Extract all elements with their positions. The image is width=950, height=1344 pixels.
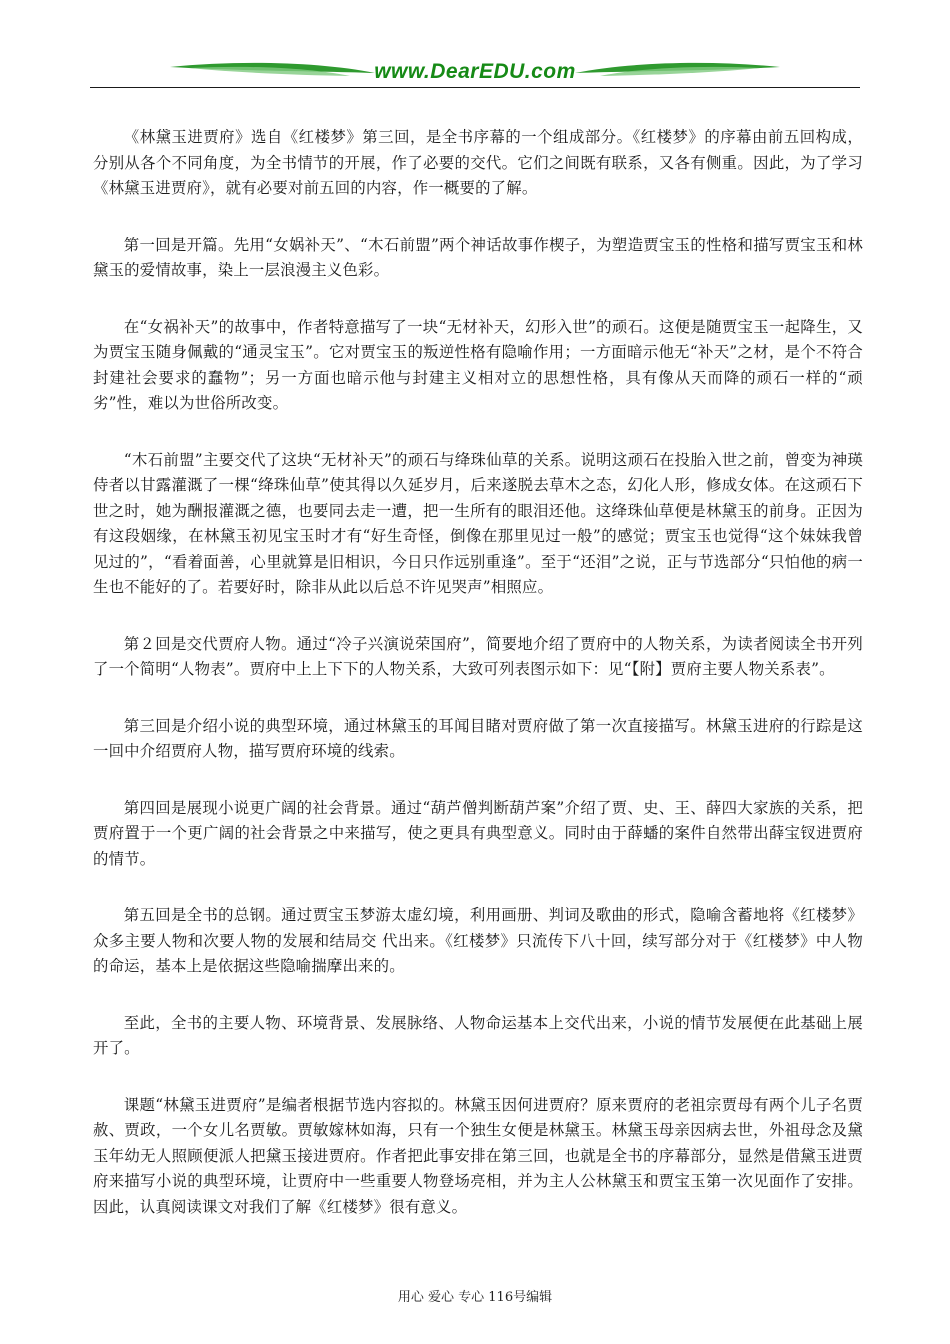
paragraph-chapter-one: 第一回是开篇。先用“女娲补天”、“木石前盟”两个神话故事作楔子，为塑造贾宝玉的性格和描写贾宝玉和林黛玉的爱情故事，染上一层浪漫主义色彩。 [93,235,863,279]
paragraph-intro: 《林黛玉进贾府》选自《红楼梦》第三回，是全书序幕的一个组成部分。《红楼梦》的序幕由前五回构成，分别从各个不同角度，为全书情节的开展，作了必要的交代。它们之间既有联系，又各有侧重。因此，为了学习《林黛玉进贾府》，就有必要对前五回的内容，作一概要的了解。 [93,128,863,197]
paragraph-chapter-two: 第２回是交代贾府人物。通过“冷子兴演说荣国府”，简要地介绍了贾府中的人物关系，为读者阅读全书开列了一个简明“人物表”。贾府中上上下下的人物关系，大致可列表图示如下：见“【附】贾府主要人物关系表”。 [93,634,863,678]
paragraph-mushi-qianmeng: “木石前盟”主要交代了这块“无材补天”的顽石与绛珠仙草的关系。说明这顽石在投胎入世之前，曾变为神瑛侍者以甘露灌溉了一棵“绛珠仙草”使其得以久延岁月，后来遂脱去草木之态，幻化人形，修成女体。在这顽石下世之时，她为酬报灌溉之德，也要同去走一遭，把一生所有的眼泪还他。这绛珠仙草便是林黛玉的前身。正因为有这段姻缘，在林黛玉初见宝玉时才有“好生奇怪，倒像在那里见过一般”的感觉；贾宝玉也觉得“这个妹妹我曾见过的”，“看着面善，心里就算是旧相识，今日只作远别重逢”。至于“还泪”之说，正与节选部分“只怕他的病一生也不能好的了。若要好时，除非从此以后总不许见哭声”相照应。 [93,450,863,596]
header-divider [90,87,860,88]
site-logo-text: www.DearEDU.com [374,60,576,83]
document-body [93,125,863,1251]
paragraph-title-explanation: 课题“林黛玉进贾府”是编者根据节选内容拟的。林黛玉因何进贾府？原来贾府的老祖宗贾母有两个儿子名贾赦、贾政，一个女儿名贾敏。贾敏嫁林如海，只有一个独生女便是林黛玉。林黛玉母亲因病去世，外祖母念及黛玉年幼无人照顾便派人把黛玉接进贾府。作者把此事安排在第三回，也就是全书的序幕部分，显然是借黛玉进贾府来描写小说的典型环境，让贾府中一些重要人物登场亮相，并为主人公林黛玉和贾宝玉第一次见面作了安排。因此，认真阅读课文对我们了解《红楼梦》很有意义。 [93,1095,863,1216]
paragraph-summary: 至此，全书的主要人物、环境背景、发展脉络、人物命运基本上交代出来，小说的情节发展便在此基础上展开了。 [93,1013,863,1057]
paragraph-chapter-four: 第四回是展现小说更广阔的社会背景。通过“葫芦僧判断葫芦案”介绍了贾、史、王、薛四大家族的关系，把贾府置于一个更广阔的社会背景之中来描写，使之更具有典型意义。同时由于薛蟠的案件自然带出薛宝钗进贾府的情节。 [93,798,863,868]
paragraph-stone: 在“女祸补天”的故事中，作者特意描写了一块“无材补天，幻形入世”的顽石。这便是随贾宝玉一起降生，又为贾宝玉随身佩戴的“通灵宝玉”。它对贾宝玉的叛逆性格有隐喻作用；一方面暗示他无“补天”之材，是个不符合封建社会要求的蠢物”；另一方面也暗示他与封建主义相对立的思想性格，具有像从天而降的顽石一样的“顽劣”性，难以为世俗所改变。 [93,317,863,412]
paragraph-chapter-five: 第五回是全书的总钢。通过贾宝玉梦游太虚幻境，利用画册、判词及歌曲的形式，隐喻含蓄地将《红楼梦》众多主要人物和次要人物的发展和结局交 代出来。《红楼梦》只流传下八十回，续写部分对于《红楼梦》中人物的命运，基本上是依据这些隐喻揣摩出来的。 [93,906,863,975]
page-header [90,56,860,92]
paragraph-chapter-three: 第三回是介绍小说的典型环境，通过林黛玉的耳闻目睹对贾府做了第一次直接描写。林黛玉进府的行踪是这一回中介绍贾府人物，描写贾府环境的线索。 [93,716,863,760]
page-footer: 用心 爱心 专心 116号编辑 [397,1290,553,1305]
